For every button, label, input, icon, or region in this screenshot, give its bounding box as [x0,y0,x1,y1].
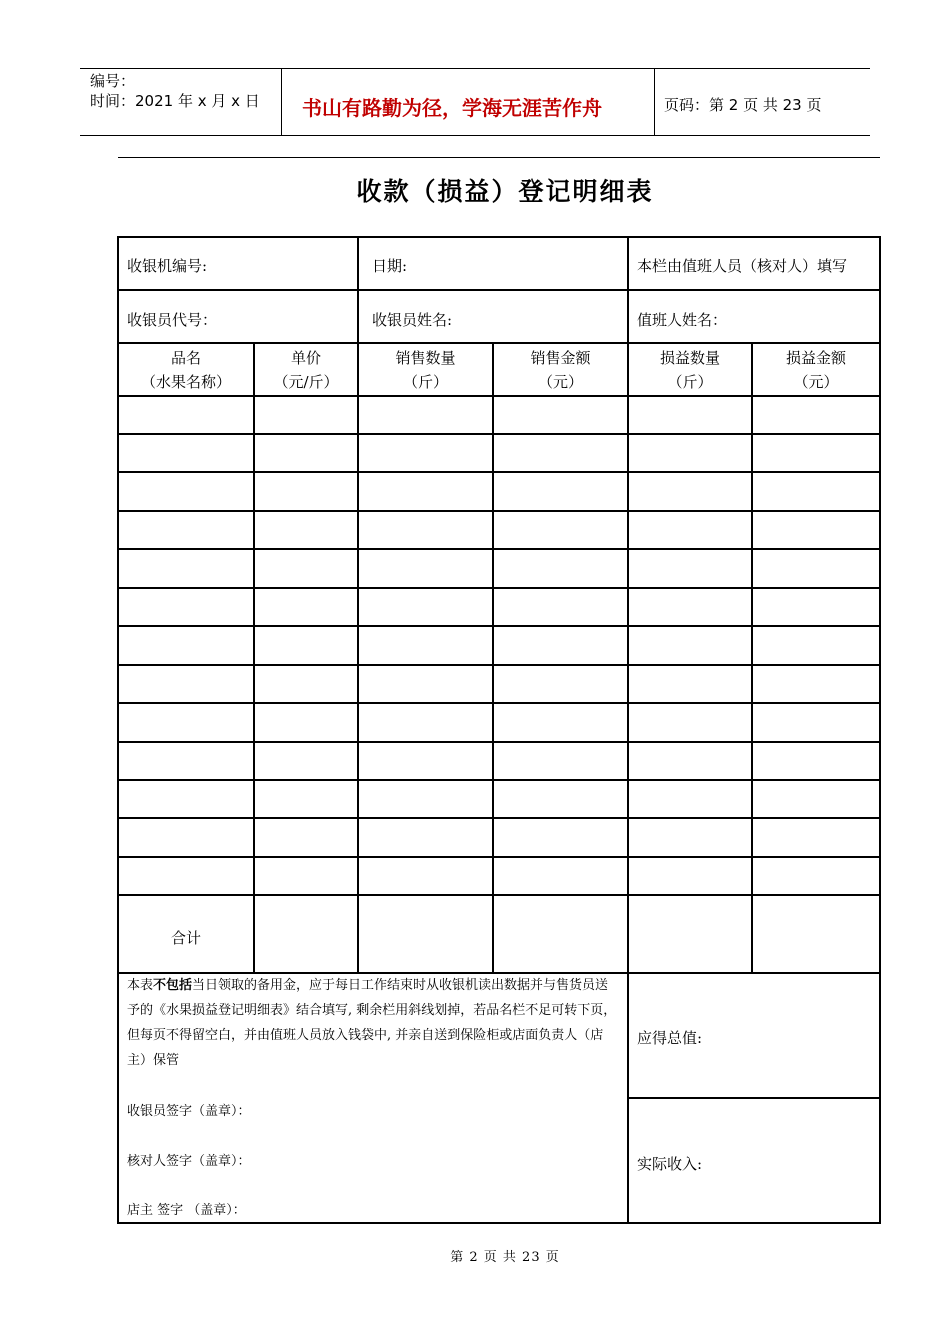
header-motto: 书山有路勤为径，学海无涯苦作舟 [302,96,602,120]
column-header-loss-amount: 损益金额 （元） [785,349,846,391]
checker-signature-label: 核对人签字（盖章）： [127,1154,251,1169]
actual-income-label: 实际收入: [637,1155,703,1173]
amount-due-label: 应得总值: [637,1029,703,1047]
table-line [117,395,881,397]
column-header-unit-price: 单价 （元/斤） [273,349,339,391]
table-line [628,1097,881,1099]
header-top-line [80,68,870,69]
cashier-name-label: 收银员姓名: [372,311,453,329]
column-header-sales-amount: 销售金额 （元） [530,349,591,391]
page-footer: 第 2 页 共 23 页 [450,1250,560,1265]
header-divider-left [281,68,282,136]
table-line [117,741,881,743]
total-label: 合计 [171,929,202,947]
duty-note: 本栏由值班人员（核对人）填写 [637,257,848,275]
table-line [253,342,255,974]
table-line [117,779,881,781]
table-line [751,342,753,974]
table-line [117,433,881,435]
duty-name-label: 值班人姓名： [637,311,728,329]
table-line [117,289,881,291]
header-page-info: 页码：第 2 页 共 23 页 [664,96,822,114]
page-title: 收款（损益）登记明细表 [356,177,654,206]
table-line [117,664,881,666]
header-number-label: 编号： [90,72,136,90]
table-line [117,236,881,238]
table-line [117,548,881,550]
table-line [117,894,881,896]
table-line [117,702,881,704]
table-line [117,587,881,589]
column-header-sales-qty: 销售数量 （斤） [395,349,456,391]
column-header-loss-qty: 损益数量 （斤） [659,349,720,391]
column-header-product: 品名 （水果名称） [140,349,231,391]
register-number-label: 收银机编号: [127,257,208,275]
instructions-note: 本表不包括当日领取的备用金，应于每日工作结束时从收银机读出数据并与售货员送予的《水果损益登记明细表》结合填写, 剩余栏用斜线划掉，若品名栏不足可转下页，但每页不得留空白，并由值班人员放入钱袋中, 并亲自送到保险柜或店面负责人（店主）保管 [127,978,617,1068]
cashier-code-label: 收银员代号： [127,311,218,329]
table-line [117,817,881,819]
header-bottom-line [80,135,870,136]
header-divider-right [654,68,655,136]
table-line [117,471,881,473]
table-line [117,625,881,627]
table-line [879,236,881,1224]
cashier-signature-label: 收银员签字（盖章）： [127,1104,251,1119]
title-rule [118,157,880,158]
table-line [117,510,881,512]
table-line [492,342,494,974]
header-date-label: 时间：2021 年 x 月 x 日 [90,92,260,110]
table-line [117,856,881,858]
date-label: 日期: [372,257,408,275]
table-line [117,342,881,344]
owner-signature-label: 店主 签字 （盖章）： [127,1203,246,1218]
